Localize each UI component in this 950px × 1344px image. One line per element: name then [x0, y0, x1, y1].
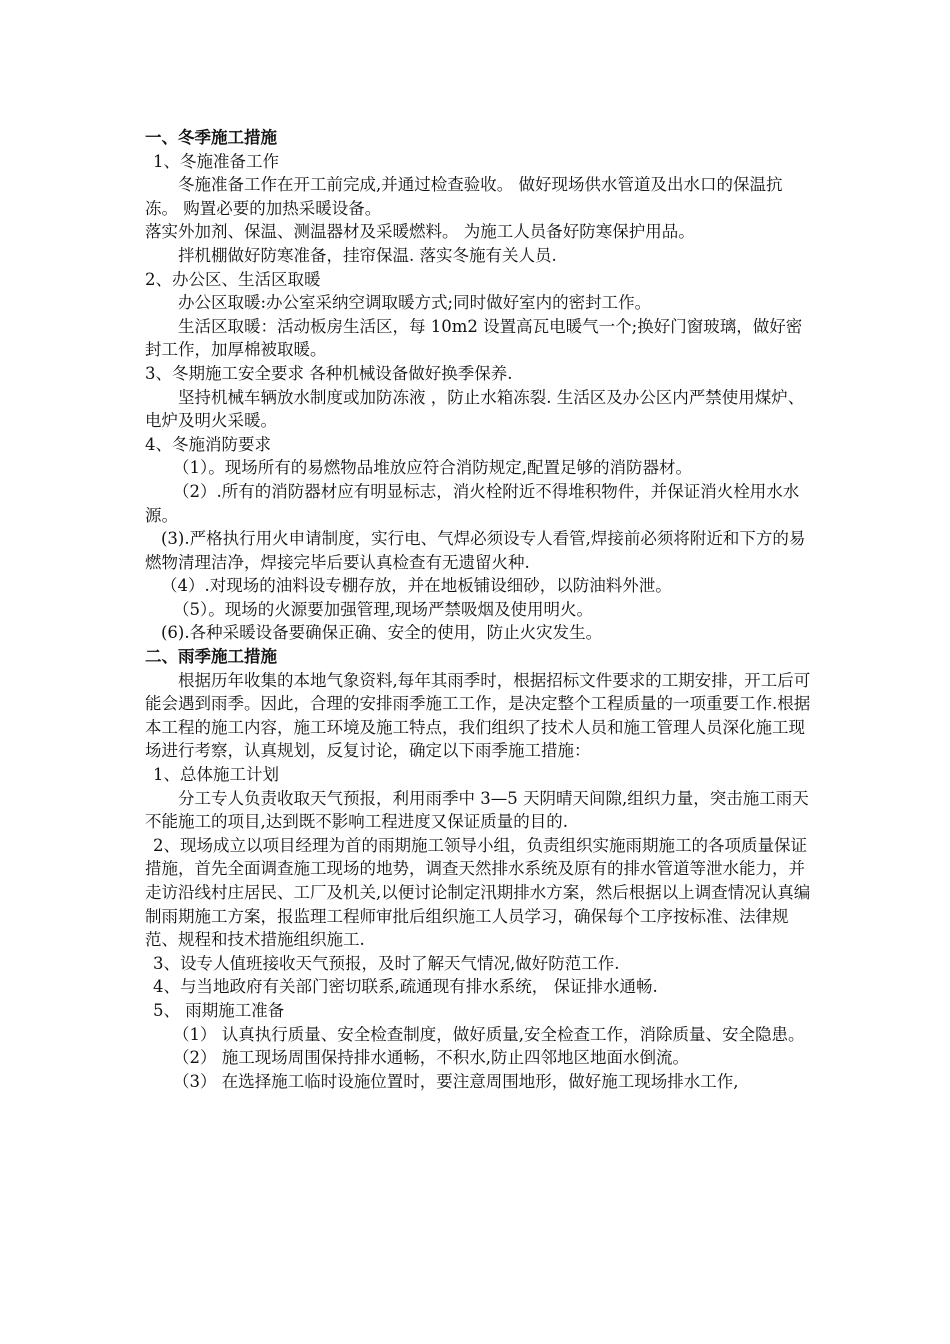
- subsection-title: 1、冬施准备工作: [153, 151, 279, 171]
- list-item: （2）.所有的消防器材应有明显标志，消火栓附近不得堆积物件，并保证消火栓用水水源。: [145, 481, 800, 525]
- list-item: （5）。现场的火源要加强管理,现场严禁吸烟及使用明火。: [173, 599, 593, 619]
- list-item: (3).严格执行用火申请制度，实行电、气焊必须设专人看管,焊接前必须将附近和下方的易燃物清理洁净，焊接完毕后要认真检查有无遗留火种.: [145, 529, 806, 572]
- paragraph: 冬施准备工作在开工前完成,并通过检查验收。 做好现场供水管道及出水口的保温抗冻。 购置必要的加热采暖设备。: [145, 175, 783, 218]
- subsection-title: 5、 雨期施工准备: [153, 1000, 285, 1020]
- subsection-title: 3、冬期施工安全要求 各种机械设备做好换季保养.: [145, 363, 513, 383]
- list-item: （3） 在选择施工临时设施位置时，要注意周围地形，做好施工现场排水工作,: [173, 1071, 739, 1091]
- subsection-title: 1、总体施工计划: [153, 765, 279, 785]
- list-item: （1）。现场所有的易燃物品堆放应符合消防规定,配置足够的消防器材。: [173, 458, 692, 478]
- list-item: (6).各种采暖设备要确保正确、安全的使用，防止火灾发生。: [161, 623, 603, 643]
- list-item: （2） 施工现场周围保持排水通畅，不积水,防止四邻地区地面水倒流。: [173, 1048, 689, 1068]
- list-item: （1） 认真执行质量、安全检查制度，做好质量,安全检查工作，消除质量、安全隐患。: [173, 1024, 805, 1044]
- paragraph: 生活区取暖：活动板房生活区，每 10m2 设置高瓦电暖气一个;换好门窗玻璃，做好密封工作，加厚棉被取暖。: [145, 316, 803, 360]
- paragraph: 拌机棚做好防寒准备，挂帘保温. 落实冬施有关人员.: [178, 245, 557, 265]
- paragraph: 分工专人负责收取天气预报，利用雨季中 3—5 天阴晴天间隙,组织力量，突击施工雨天不能施工的项目,达到既不影响工程进度又保证质量的目的.: [145, 788, 809, 832]
- paragraph: 坚持机械车辆放水制度或加防冻液 ，防止水箱冻裂. 生活区及办公区内严禁使用煤炉、电炉及明火采暖。: [145, 387, 805, 431]
- paragraph: 3、设专人值班接收天气预报，及时了解天气情况,做好防范工作.: [153, 953, 620, 973]
- section-heading-winter: 一、冬季施工措施: [145, 128, 277, 147]
- section-heading-rain: 二、雨季施工措施: [145, 647, 277, 667]
- subsection-title: 4、冬施消防要求: [145, 434, 271, 454]
- subsection-title: 2、办公区、生活区取暖: [145, 269, 321, 289]
- paragraph: 落实外加剂、保温、测温器材及采暖燃料。 为施工人员备好防寒保护用品。: [145, 222, 695, 242]
- document-body: [145, 126, 813, 1093]
- paragraph: 办公区取暖:办公室采纳空调取暖方式;同时做好室内的密封工作。: [178, 293, 652, 313]
- paragraph: 4、与当地政府有关部门密切联系,疏通现有排水系统， 保证排水通畅.: [153, 977, 658, 997]
- paragraph: 2、现场成立以项目经理为首的雨期施工领导小组，负责组织实施雨期施工的各项质量保证措施，首先全面调查施工现场的地势，调查天然排水系统及原有的排水管道等泄水能力，并走访沿线村庄居民、工厂及机关,以便讨论制定汛期排水方案，然后根据以上调查情况认真编制雨期施工方案，报监理工程师审批后组织施工人员学习，确保每个工序按标准、法律规范、规程和技术措施组织施工.: [145, 835, 811, 950]
- paragraph: 根据历年收集的本地气象资料,每年其雨季时，根据招标文件要求的工期安排，开工后可能会遇到雨季。因此，合理的安排雨季施工工作，是决定整个工程质量的一项重要工作.根据本工程的施工内容，施工环境及施工特点，我们组织了技术人员和施工管理人员深化施工现场进行考察，认真规划，反复讨论，确定以下雨季施工措施：: [145, 670, 811, 761]
- list-item: （4）.对现场的油料设专棚存放，并在地板铺设细砂，以防油料外泄。: [161, 576, 672, 596]
